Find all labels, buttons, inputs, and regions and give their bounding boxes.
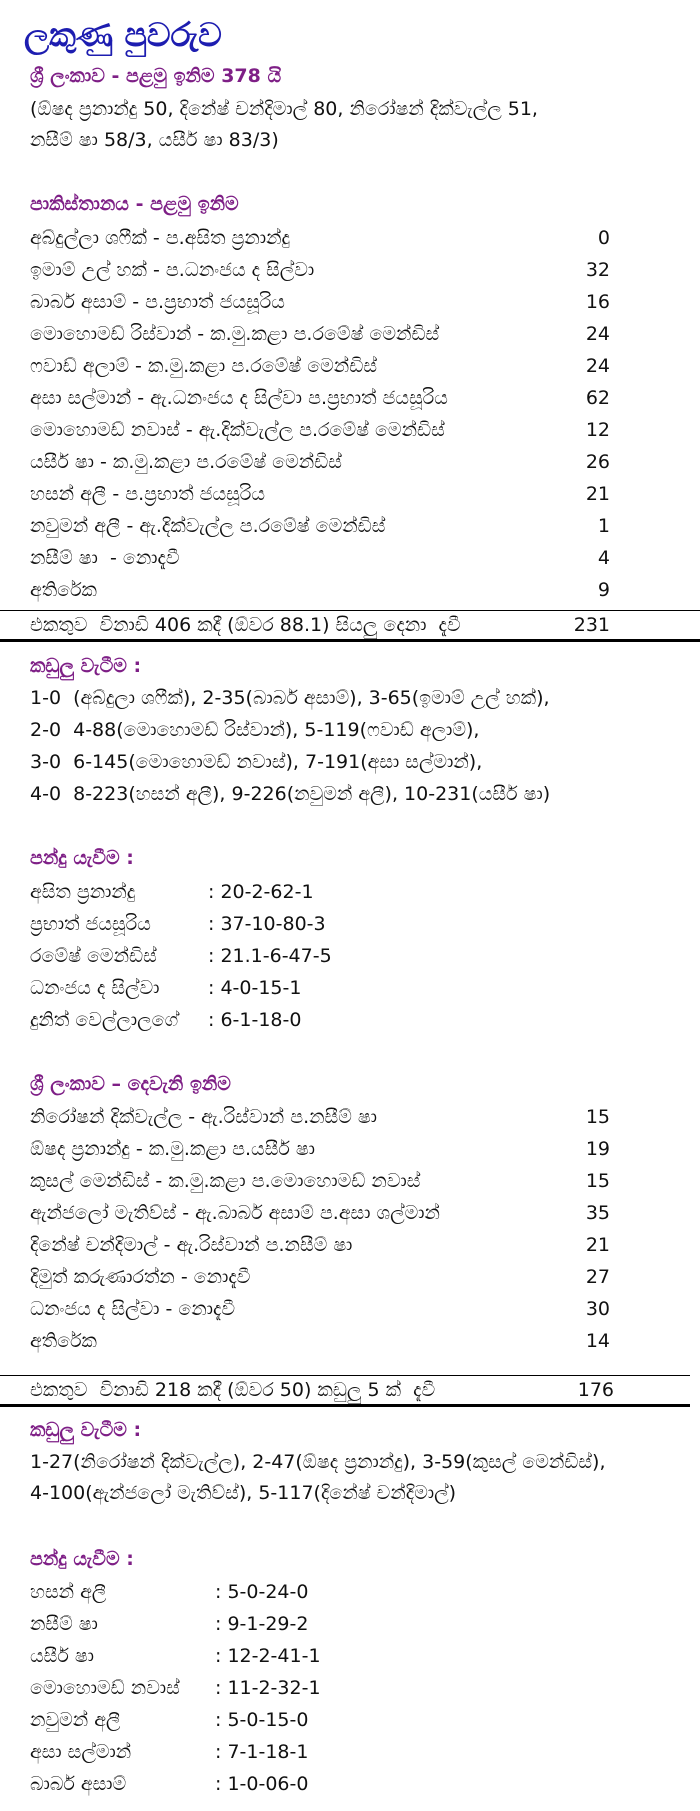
fow-line: 4-100(ඇන්ජලෝ මැතිව්ස්), 5-117(දිනේෂ් චන්දිමාල්) [30, 1482, 457, 1504]
batter-runs: 15 [585, 1170, 610, 1192]
sl-batting-list [30, 1101, 610, 1357]
batting-row [30, 510, 610, 542]
batting-row [30, 222, 610, 254]
batter-runs: 24 [585, 323, 610, 345]
bowler-name: ධනංජය ද සිල්වා [30, 977, 160, 999]
bowler-figures: : 9-1-29-2 [215, 1613, 309, 1635]
bowler-figures: : 4-0-15-1 [208, 977, 302, 999]
bowler-name: මොහොමඩ් නවාස් [30, 1677, 180, 1699]
batter-runs: 30 [585, 1298, 610, 1320]
bowler-name: අසිත ප්‍රනාන්දු [30, 881, 136, 903]
batter-line: මොහොමඩ් රිස්වාන් - ක.මු.කළා ප.රමේෂ් මෙන්ඩිස් [30, 323, 440, 345]
batter-runs: 24 [585, 355, 610, 377]
batting-row [30, 318, 610, 350]
pak-total-box [0, 610, 700, 642]
batter-line: ධනංජය ද සිල්වා - නොදැවී [30, 1298, 236, 1320]
sl-fow-heading: කඩුලු වැටීම : [30, 1419, 142, 1441]
batter-runs: 21 [585, 1234, 610, 1256]
bowling-row [30, 940, 430, 972]
batting-row [30, 1101, 610, 1133]
batter-line: නසීම් ෂා - නොදැවී [30, 547, 180, 569]
total-label: එකතුව විනාඩි 218 කදී (ඕවර 50) කඩුලු 5 ක් දැවී [30, 1379, 436, 1401]
bowler-name: යසීර් ෂා [30, 1645, 94, 1667]
bowler-figures: : 6-1-18-0 [208, 1009, 302, 1031]
batter-runs: 62 [585, 387, 610, 409]
batter-runs: 1 [597, 515, 610, 537]
batter-line: හසන් අලී - ප.ප්‍රභාත් ජයසූරිය [30, 483, 265, 505]
pak-batting-list [30, 222, 610, 606]
batter-line: ඇන්ජලෝ මැතිව්ස් - ඇ.බාබර් අසාම් ප.අසා ශල්මාන් [30, 1202, 440, 1224]
bowling-row [30, 972, 430, 1004]
batter-line: අබ්දුල්ලා ශෆීක් - ප.අසිත ප්‍රනාන්දු [30, 227, 290, 249]
batter-line: දිමුත් කරුණාරත්න - නොදැවී [30, 1266, 251, 1288]
pak-bowling-heading: පන්දු යැවීම : [30, 1548, 134, 1570]
total-row [30, 1376, 614, 1404]
total-runs: 231 [573, 614, 610, 636]
bowler-figures: : 5-0-24-0 [215, 1581, 309, 1603]
page-title: ලකුණු පුවරුව [24, 15, 222, 54]
bowling-row [30, 1608, 430, 1640]
batter-line: බාබර් අසාම් - ප.ප්‍රභාත් ජයසූරිය [30, 291, 285, 313]
fow-line: 3-0 6-145(මොහොමඩ් නවාස්), 7-191(අසා සල්මාන්), [30, 751, 483, 773]
bowling-row [30, 1672, 430, 1704]
extras-runs: 9 [597, 579, 610, 601]
bowler-name: ප්‍රභාත් ජයසූරිය [30, 913, 151, 935]
bowler-name: අසා සල්මාන් [30, 1741, 132, 1763]
extras-label: අතිරේක [30, 579, 97, 601]
batter-runs: 27 [585, 1266, 610, 1288]
bowling-row [30, 1704, 430, 1736]
pak-first-innings-heading: පාකිස්තානය - පළමු ඉනිම [30, 193, 239, 215]
bowling-row [30, 1004, 430, 1036]
bowler-name: නසීම් ෂා [30, 1613, 98, 1635]
sl-bowling-list [30, 876, 430, 1036]
batter-line: අසා සල්මාන් - ඇ.ධනංජය ද සිල්වා ප.ප්‍රභාත් ජයසූරිය [30, 387, 448, 409]
bowling-row [30, 1736, 430, 1768]
batting-row [30, 1133, 610, 1165]
batter-line: මොහොමඩ් නවාස් - ඇ.දික්වැල්ල ප.රමේෂ් මෙන්ඩිස් [30, 419, 445, 441]
batting-row [30, 542, 610, 574]
batter-line: නවුමන් අලී - ඇ.දික්වැල්ල ප.රමේෂ් මෙන්ඩිස් [30, 515, 386, 537]
extras-row [30, 574, 610, 606]
pak-bowling-list [30, 1576, 430, 1800]
bowling-row [30, 1576, 430, 1608]
bowler-figures: : 37-10-80-3 [208, 913, 326, 935]
bowler-figures: : 1-0-06-0 [215, 1773, 309, 1795]
batter-runs: 16 [585, 291, 610, 313]
batter-line: යසීර් ෂා - ක.මු.කළා ප.රමේෂ් මෙන්ඩිස් [30, 451, 342, 473]
bowler-figures: : 7-1-18-1 [215, 1741, 309, 1763]
batter-runs: 26 [585, 451, 610, 473]
batting-row [30, 414, 610, 446]
total-label: එකතුව විනාඩි 406 කදී (ඕවර 88.1) සියලු දෙනා දැවී [30, 614, 461, 636]
batter-runs: 32 [585, 259, 610, 281]
extras-label: අතිරේක [30, 1330, 97, 1352]
sl-first-summary-line-1: (ඕෂද ප්‍රනාන්දු 50, දිනේෂ් චන්දිමාල් 80, නිරෝෂන් දික්වැල්ල 51, [30, 98, 538, 120]
sl-bowling-heading: පන්දු යැවීම : [30, 847, 134, 869]
batter-line: දිනේෂ් චන්දිමාල් - ඇ.රිස්වාන් ප.නසීම් ෂා [30, 1234, 353, 1256]
batter-runs: 4 [597, 547, 610, 569]
batter-line: නිරෝෂන් දික්වැල්ල - ඇ.රිස්වාන් ප.නසීම් ෂා [30, 1106, 378, 1128]
batting-row [30, 350, 610, 382]
bowler-name: බාබර් අසාම් [30, 1773, 127, 1795]
sl-first-innings-heading: ශ්‍රී ලංකාව - පළමු ඉනිම 378 යි [30, 65, 282, 87]
batter-runs: 35 [585, 1202, 610, 1224]
batting-row [30, 446, 610, 478]
bowler-name: දුනිත් වෙල්ලාලගේ [30, 1009, 179, 1031]
batting-row [30, 478, 610, 510]
extras-runs: 14 [585, 1330, 610, 1352]
batter-line: කුසල් මෙන්ඩිස් - ක.මු.කළා ප.මොහොමඩ් නවාස් [30, 1170, 421, 1192]
total-runs: 176 [577, 1379, 614, 1401]
bowling-row [30, 1768, 430, 1800]
bowling-row [30, 908, 430, 940]
bowler-figures: : 20-2-62-1 [208, 881, 314, 903]
batting-row [30, 382, 610, 414]
batting-row [30, 1229, 610, 1261]
bowler-name: නවුමන් අලී [30, 1709, 121, 1731]
batter-runs: 15 [585, 1106, 610, 1128]
bowling-row [30, 1640, 430, 1672]
extras-row [30, 1325, 610, 1357]
batting-row [30, 1261, 610, 1293]
batting-row [30, 254, 610, 286]
batter-runs: 0 [597, 227, 610, 249]
batting-row [30, 286, 610, 318]
batter-runs: 12 [585, 419, 610, 441]
bowler-figures: : 21.1-6-47-5 [208, 945, 332, 967]
pak-fow-heading: කඩුලු වැටීම : [30, 655, 142, 677]
batter-line: ෆවාඩ් අලාම් - ක.මු.කළා ප.රමේෂ් මෙන්ඩිස් [30, 355, 377, 377]
fow-line: 1-0 (අබ්දුලා ශෆීක්), 2-35(බාබර් අසාම්), 3-65(ඉමාම් උල් හක්), [30, 687, 550, 709]
sl-total-box [0, 1375, 690, 1407]
batting-row [30, 1293, 610, 1325]
batting-row [30, 1197, 610, 1229]
bowler-figures: : 11-2-32-1 [215, 1677, 321, 1699]
total-row [30, 611, 610, 639]
sl-first-summary-line-2: නසීම් ෂා 58/3, යසීර් ෂා 83/3) [30, 129, 279, 151]
batter-runs: 19 [585, 1138, 610, 1160]
fow-line: 2-0 4-88(මොහොමඩ් රිස්වාන්), 5-119(ෆවාඩ් අලාම්), [30, 719, 480, 741]
batter-line: ඉමාම් උල් හක් - ප.ධනංජය ද සිල්වා [30, 259, 315, 281]
bowler-name: හසන් අලී [30, 1581, 107, 1603]
bowler-figures: : 5-0-15-0 [215, 1709, 309, 1731]
bowler-name: රමේෂ් මෙන්ඩිස් [30, 945, 157, 967]
fow-line: 1-27(නිරෝෂන් දික්වැල්ල), 2-47(ඕෂද ප්‍රනාන්දු), 3-59(කුසල් මෙන්ඩිස්), [30, 1451, 606, 1473]
batting-row [30, 1165, 610, 1197]
batter-runs: 21 [585, 483, 610, 505]
batter-line: ඕෂද ප්‍රනාන්දු - ක.මු.කළා ප.යසීර් ෂා [30, 1138, 315, 1160]
fow-line: 4-0 8-223(හසන් අලී), 9-226(නවුමන් අලී), 10-231(යසීර් ෂා) [30, 783, 551, 805]
bowling-row [30, 876, 430, 908]
sl-second-innings-heading: ශ්‍රී ලංකාව – දෙවැනි ඉනිම [30, 1073, 231, 1095]
bowler-figures: : 12-2-41-1 [215, 1645, 321, 1667]
